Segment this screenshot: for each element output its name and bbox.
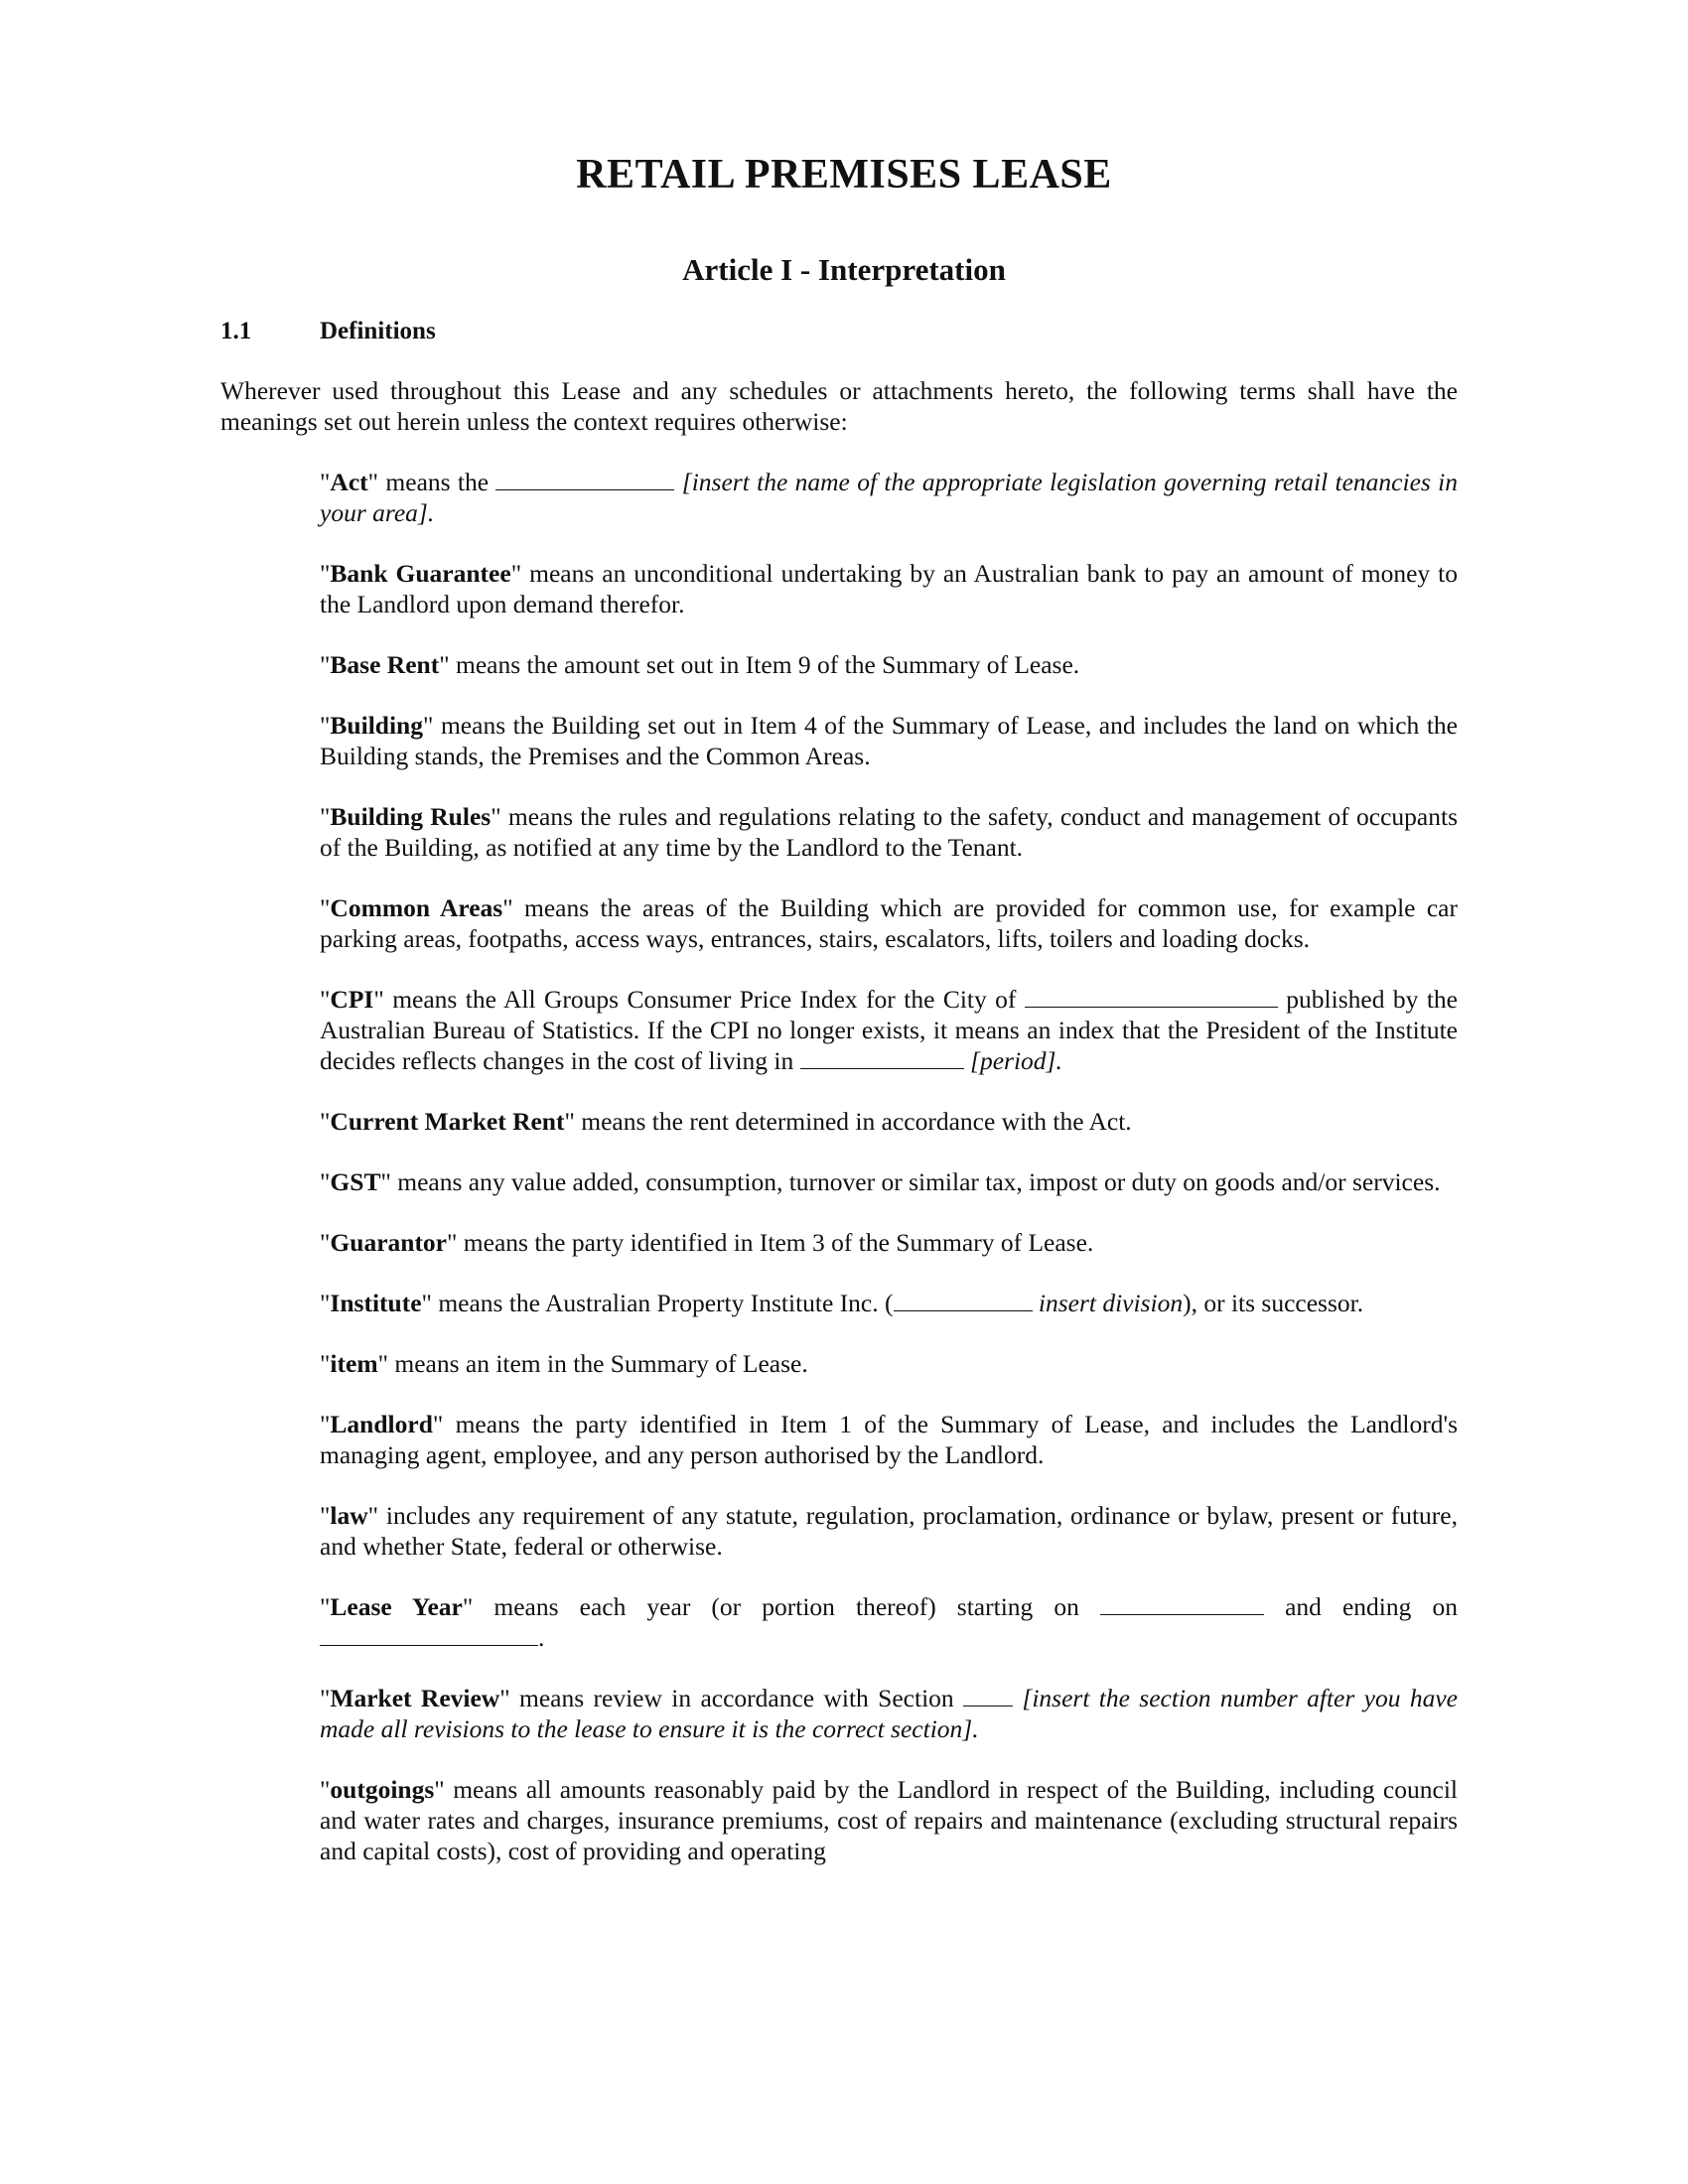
blank-line [1025,985,1278,1008]
definition-text: published by the Australian Bureau of Statistics. If the CPI no longer exists, it means an index that the President of the Institute decides reflects changes in the cost of living in [320,985,1458,1075]
blank-line [1100,1592,1264,1615]
definition-text: means any value added, consumption, turnover or similar tax, impost or duty on goods and/or services. [390,1167,1441,1196]
blank-line [800,1046,964,1069]
definition-text: means the rules and regulations relating to the safety, conduct and management of occupants of the Building, as notified at any time by the Landlord to the Tenant. [320,802,1459,862]
definition-current-market-rent: "Current Market Rent" means the rent determined in accordance with the Act. [320,1107,1132,1136]
definition-text: includes any requirement of any statute, regulation, proclamation, ordinance or bylaw, present or future, and whether State, federal or otherwise. [320,1501,1458,1561]
definition-text: means an item in the Summary of Lease. [387,1349,808,1378]
definition-text: means review in accordance with Section [509,1684,964,1712]
definition-base-rent: "Base Rent" means the amount set out in Item 9 of the Summary of Lease. [320,650,1080,679]
definition-text: and ending on [1263,1592,1458,1621]
definition-text: means the areas of the Building which are provided for common use, for example car parking areas, footpaths, access ways, entrances, stairs, escalators, lifts, toilers and loading docks. [320,893,1458,953]
term: Institute [330,1289,422,1317]
definition-institute: "Institute" means the Australian Property Institute Inc. ( insert division), or its successor. [320,1289,1364,1317]
definition-gst: "GST" means any value added, consumption, turnover or similar tax, impost or duty on goods and/or services. [320,1167,1441,1196]
definition-text: means the Australian Property Institute Inc. ( [431,1289,894,1317]
definition-guarantor: "Guarantor" means the party identified in Item 3 of the Summary of Lease. [320,1228,1094,1257]
term: Guarantor [330,1228,447,1257]
definition-text: means the Building set out in Item 4 of the Summary of Lease, and includes the land on which the Building stands, the Premises and the Common Areas. [320,711,1458,770]
section-title: Definitions [320,318,436,344]
drafting-note: insert division [1038,1289,1184,1317]
section-heading [220,318,436,345]
definition-market-review: "Market Review" means review in accordance with Section [insert the section number after you have made all revisions to the lease to ensure it is the correct section]. [320,1684,1458,1743]
definition-text: means all amounts reasonably paid by the Landlord in respect of the Building, including council and water rates and charges, insurance premiums, cost of repairs and maintenance (excluding structural repairs and capital costs), cost of providing and operating [320,1775,1458,1865]
term: Base Rent [330,650,440,679]
definition-law: "law" includes any requirement of any statute, regulation, proclamation, ordinance or bylaw, present or future, and whether State, federal or otherwise. [320,1501,1458,1561]
definition-lease-year: "Lease Year" means each year (or portion thereof) starting on and ending on . [320,1592,1458,1652]
definition-common-areas: "Common Areas" means the areas of the Building which are provided for common use, for example car parking areas, footpaths, access ways, entrances, stairs, escalators, lifts, toilers and loading docks. [320,893,1458,953]
article-heading: Article I - Interpretation [682,252,1006,287]
definition-cpi: "CPI" means the All Groups Consumer Price Index for the City of published by the Australian Bureau of Statistics. If the CPI no longer exists, it means an index that the President of the Institute decides reflects changes in the cost of living in [period]. [320,985,1458,1075]
definition-text: means the party identified in Item 1 of the Summary of Lease, and includes the Landlord's managing agent, employee, and any person authorised by the Landlord. [320,1410,1458,1469]
term: Bank Guarantee [330,559,511,588]
definition-text: means the [378,468,496,496]
definition-act: "Act" means the [insert the name of the appropriate legislation governing retail tenancies in your area]. [320,468,1459,527]
definition-text: means the party identified in Item 3 of the Summary of Lease. [457,1228,1094,1257]
intro-paragraph: Wherever used throughout this Lease and any schedules or attachments hereto, the following terms shall have the meanings set out herein unless the context requires otherwise: [220,376,1458,436]
drafting-note: [period]. [970,1046,1062,1075]
definition-landlord: "Landlord" means the party identified in Item 1 of the Summary of Lease, and includes the Landlord's managing agent, employee, and any person authorised by the Landlord. [320,1410,1458,1469]
definition-text: means each year (or portion thereof) starting on [473,1592,1100,1621]
definition-outgoings: "outgoings" means all amounts reasonably paid by the Landlord in respect of the Building, including council and water rates and charges, insurance premiums, cost of repairs and maintenance (excluding structural repairs and capital costs), cost of providing and operating [320,1775,1458,1865]
term: Common Areas [330,893,503,922]
drafting-note: [insert the name of the appropriate legislation governing retail tenancies in your area]. [320,468,1459,527]
definition-building-rules: "Building Rules" means the rules and regulations relating to the safety, conduct and management of occupants of the Building, as notified at any time by the Landlord to the Tenant. [320,802,1459,862]
blank-line [495,468,674,490]
definition-item: "item" means an item in the Summary of Lease. [320,1349,808,1378]
definition-building: "Building" means the Building set out in Item 4 of the Summary of Lease, and includes the land on which the Building stands, the Premises and the Common Areas. [320,711,1458,770]
definition-text: means the amount set out in Item 9 of the Summary of Lease. [449,650,1080,679]
term: Building [330,711,423,740]
term: CPI [330,985,374,1014]
blank-line [320,1623,538,1646]
definition-text: . [538,1623,545,1652]
definition-text: means the All Groups Consumer Price Index for the City of [383,985,1025,1014]
definition-text: means the rent determined in accordance with the Act. [574,1107,1132,1136]
section-number: 1.1 [220,318,252,344]
term: Act [330,468,368,496]
term: law [330,1501,368,1530]
term: item [330,1349,378,1378]
term: Building Rules [330,802,492,831]
blank-line [963,1684,1013,1706]
document-title: RETAIL PREMISES LEASE [576,152,1112,198]
definition-bank-guarantee: "Bank Guarantee" means an unconditional undertaking by an Australian bank to pay an amount of money to the Landlord upon demand therefor. [320,559,1458,618]
drafting-note: [insert the section number after you have made all revisions to the lease to ensure it is the correct section]. [320,1684,1458,1743]
definition-text: ), or its successor. [1183,1289,1364,1317]
definitions-list [320,467,1458,1896]
term: Market Review [330,1684,500,1712]
term: Landlord [330,1410,433,1438]
term: Lease Year [330,1592,463,1621]
term: Current Market Rent [330,1107,565,1136]
definition-text: means an unconditional undertaking by an Australian bank to pay an amount of money to the Landlord upon demand therefor. [320,559,1458,618]
term: outgoings [330,1775,435,1804]
blank-line [894,1289,1033,1311]
term: GST [330,1167,381,1196]
